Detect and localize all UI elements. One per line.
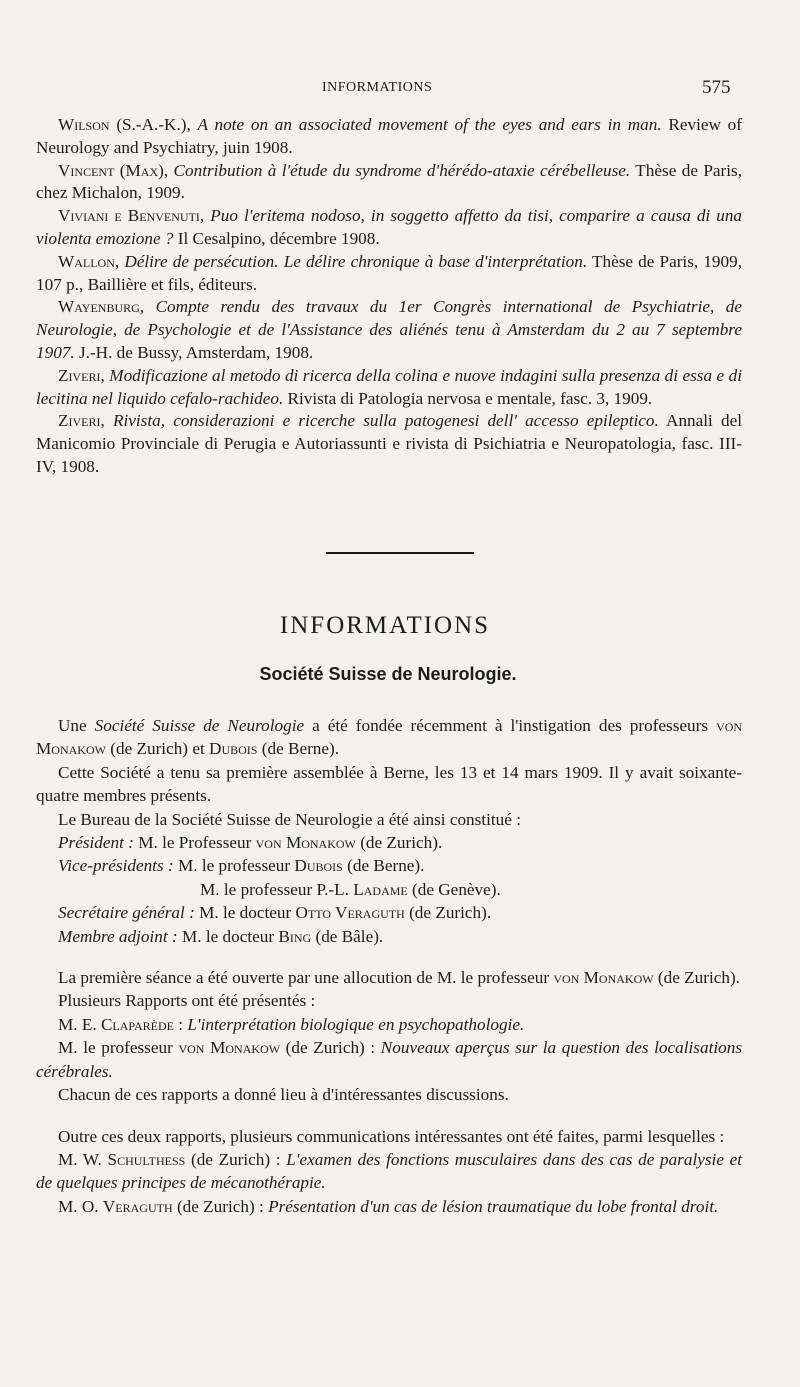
- text: (de Zurich) et: [110, 739, 205, 759]
- society-heading: Société Suisse de Neurologie.: [259, 664, 517, 684]
- entry-title: Contribution à l'étude du syndrome d'hérédo-ataxie cérébelleuse.: [173, 160, 631, 180]
- entry-source: Annali del Manicomio Provinciale di Perugia e Autoriassunti e rivista di Psichiatria e Neuropatologia, fasc. III-IV, 1908.: [36, 411, 742, 476]
- bureau-secretary: [36, 901, 742, 924]
- entry-source: J.-H. de Bussy, Amsterdam, 1908.: [78, 342, 314, 362]
- paragraph-gap: [36, 948, 742, 966]
- bibliography-entry: [36, 251, 742, 297]
- role-label: Membre adjoint :: [58, 926, 178, 946]
- text: M. E.: [58, 1014, 97, 1034]
- role-label: Vice-présidents :: [58, 856, 174, 876]
- text: M. le Professeur: [138, 833, 252, 853]
- bureau-vice-president: [36, 878, 742, 901]
- paragraph: [36, 966, 742, 989]
- paragraph: Outre ces deux rapports, plusieurs communications intéressantes ont été faites, parmi lesquelles :: [58, 1126, 725, 1146]
- text: :: [178, 1014, 184, 1034]
- text: M. le professeur: [177, 856, 291, 876]
- text: (de Genève).: [412, 879, 501, 899]
- text: (de Zurich).: [657, 968, 740, 988]
- text: Une: [58, 716, 87, 735]
- bibliography-entry: [36, 114, 742, 160]
- entry-author: Wallon,: [58, 251, 120, 271]
- entry-author: Ziveri,: [58, 411, 105, 431]
- article-body: [36, 714, 742, 1218]
- bibliography-entry: [36, 410, 742, 478]
- paragraph: Le Bureau de la Société Suisse de Neurologie a été ainsi constitué :: [58, 809, 521, 829]
- entry-author: Vincent (Max),: [58, 160, 169, 180]
- entry-title: Rivista, considerazioni e ricerche sulla patogenesi dell' accesso epileptico.: [112, 411, 659, 431]
- entry-author: Ziveri,: [58, 365, 105, 385]
- running-title: INFORMATIONS: [322, 80, 433, 95]
- text: M. le professeur P.-L.: [200, 879, 349, 899]
- entry-title: A note on an associated movement of the eyes and ears in man.: [197, 115, 662, 134]
- entry-title: Puo l'eritema nodoso, in soggetto affetto da tisi, comparire a causa di una violenta emozione ?: [36, 206, 743, 248]
- text: M. O.: [58, 1196, 99, 1216]
- communication-item: [36, 1195, 742, 1218]
- text: (de Zurich) :: [190, 1149, 281, 1169]
- entry-title: Délire de persécution. Le délire chronique à base d'interprétation.: [124, 251, 588, 271]
- text: (de Berne).: [261, 739, 340, 759]
- person-particle: von: [255, 833, 282, 853]
- section-title: INFORMATIONS: [279, 612, 491, 639]
- text: (de Zurich).: [409, 903, 492, 923]
- bureau-vice-president: [36, 854, 742, 877]
- bibliography-entry: [36, 365, 742, 411]
- person-name: Dubois: [209, 739, 258, 759]
- text: a été fondée récemment à l'instigation des professeurs: [312, 716, 709, 735]
- person-particle: von: [178, 1038, 205, 1058]
- text: (de Zurich) :: [176, 1196, 264, 1216]
- bibliography-entry: [36, 160, 742, 206]
- bureau-adjoint: [36, 925, 742, 948]
- role-label: Président :: [58, 833, 134, 853]
- text: M. le docteur: [181, 926, 275, 946]
- paragraph: [36, 714, 742, 761]
- person-name: Claparède: [100, 1014, 174, 1034]
- rapport-title: L'interprétation biologique en psychopathologie.: [187, 1014, 525, 1034]
- communication-title: Présentation d'un cas de lésion traumatique du lobe frontal droit.: [268, 1196, 719, 1216]
- text: (de Zurich).: [360, 833, 443, 853]
- text: La première séance a été ouverte par une allocution de M. le professeur: [58, 968, 550, 988]
- person-name: Ladame: [353, 879, 408, 899]
- page-number: 575: [702, 77, 731, 98]
- person-name: Monakow: [285, 833, 356, 853]
- bibliography-entry: [36, 205, 742, 251]
- person-name: Monakow: [210, 1038, 281, 1058]
- communication-item: [36, 1148, 742, 1195]
- running-head: [0, 77, 800, 100]
- bibliography-entry: [36, 296, 742, 364]
- person-name: Monakow: [36, 739, 106, 759]
- person-name: Dubois: [294, 856, 343, 876]
- text: M. le docteur: [199, 903, 292, 923]
- person-particle: von: [553, 968, 580, 988]
- entry-source: Rivista di Patologia nervosa e mentale, fasc. 3, 1909.: [287, 388, 653, 408]
- person-name: Schulthess: [107, 1149, 186, 1169]
- rapport-item: [36, 1036, 742, 1083]
- text: (de Berne).: [347, 856, 425, 876]
- paragraph: Cette Société a tenu sa première assemblée à Berne, les 13 et 14 mars 1909. Il y avait soixante-quatre membres présents.: [36, 762, 742, 806]
- entry-title: Modificazione al metodo di ricerca della colina e nuove indagini sulla presenza di essa e di lecitina nel liquido cefalo-rachideo.: [36, 365, 743, 408]
- paragraph: Plusieurs Rapports ont été présentés :: [58, 991, 316, 1011]
- entry-source: Thèse de Paris, chez Michalon, 1909.: [36, 160, 742, 203]
- entry-title: Compte rendu des travaux du 1er Congrès international de Psychiatrie, de Neurologie, de Psychologie et de l'Assistance des aliénés tenu à Amsterdam du 2 au 7 septembre 1907.: [36, 297, 743, 362]
- text: M. W.: [58, 1149, 102, 1169]
- entry-author: Wayenburg,: [58, 297, 145, 317]
- text: (de Bâle).: [315, 926, 384, 946]
- society-name: Société Suisse de Neurologie: [94, 716, 305, 735]
- entry-source: Review of Neurology and Psychiatry, juin 1908.: [36, 115, 742, 157]
- person-name: Veraguth: [102, 1196, 173, 1216]
- entry-source: Il Cesalpino, décembre 1908.: [177, 228, 380, 248]
- entry-source: Thèse de Paris, 1909, 107 p., Baillière et fils, éditeurs.: [36, 251, 742, 294]
- role-label: Secrétaire général :: [58, 903, 195, 923]
- rapport-title: Nouveaux aperçus sur la question des localisations cérébrales.: [36, 1038, 743, 1081]
- person-name: Monakow: [583, 968, 654, 988]
- entry-author: Wilson (S.-A.-K.),: [58, 115, 191, 134]
- paragraph-gap: [36, 1107, 742, 1125]
- text: M. le professeur: [58, 1038, 173, 1058]
- text: (de Zurich) :: [285, 1038, 376, 1058]
- communication-title: L'examen des fonctions musculaires dans des cas de paralysie et de quelques principes de mécanothérapie.: [36, 1149, 743, 1193]
- rapport-item: [36, 1013, 742, 1036]
- bibliography-list: [36, 114, 742, 479]
- paragraph: Chacun de ces rapports a donné lieu à d'intéressantes discussions.: [58, 1085, 509, 1105]
- section-divider: [326, 552, 474, 554]
- bureau-president: [36, 831, 742, 854]
- person-name: Otto Veraguth: [295, 903, 405, 923]
- entry-author: Viviani e Benvenuti,: [58, 206, 205, 226]
- person-name: Bing: [278, 926, 312, 946]
- person-particle: von: [716, 716, 743, 735]
